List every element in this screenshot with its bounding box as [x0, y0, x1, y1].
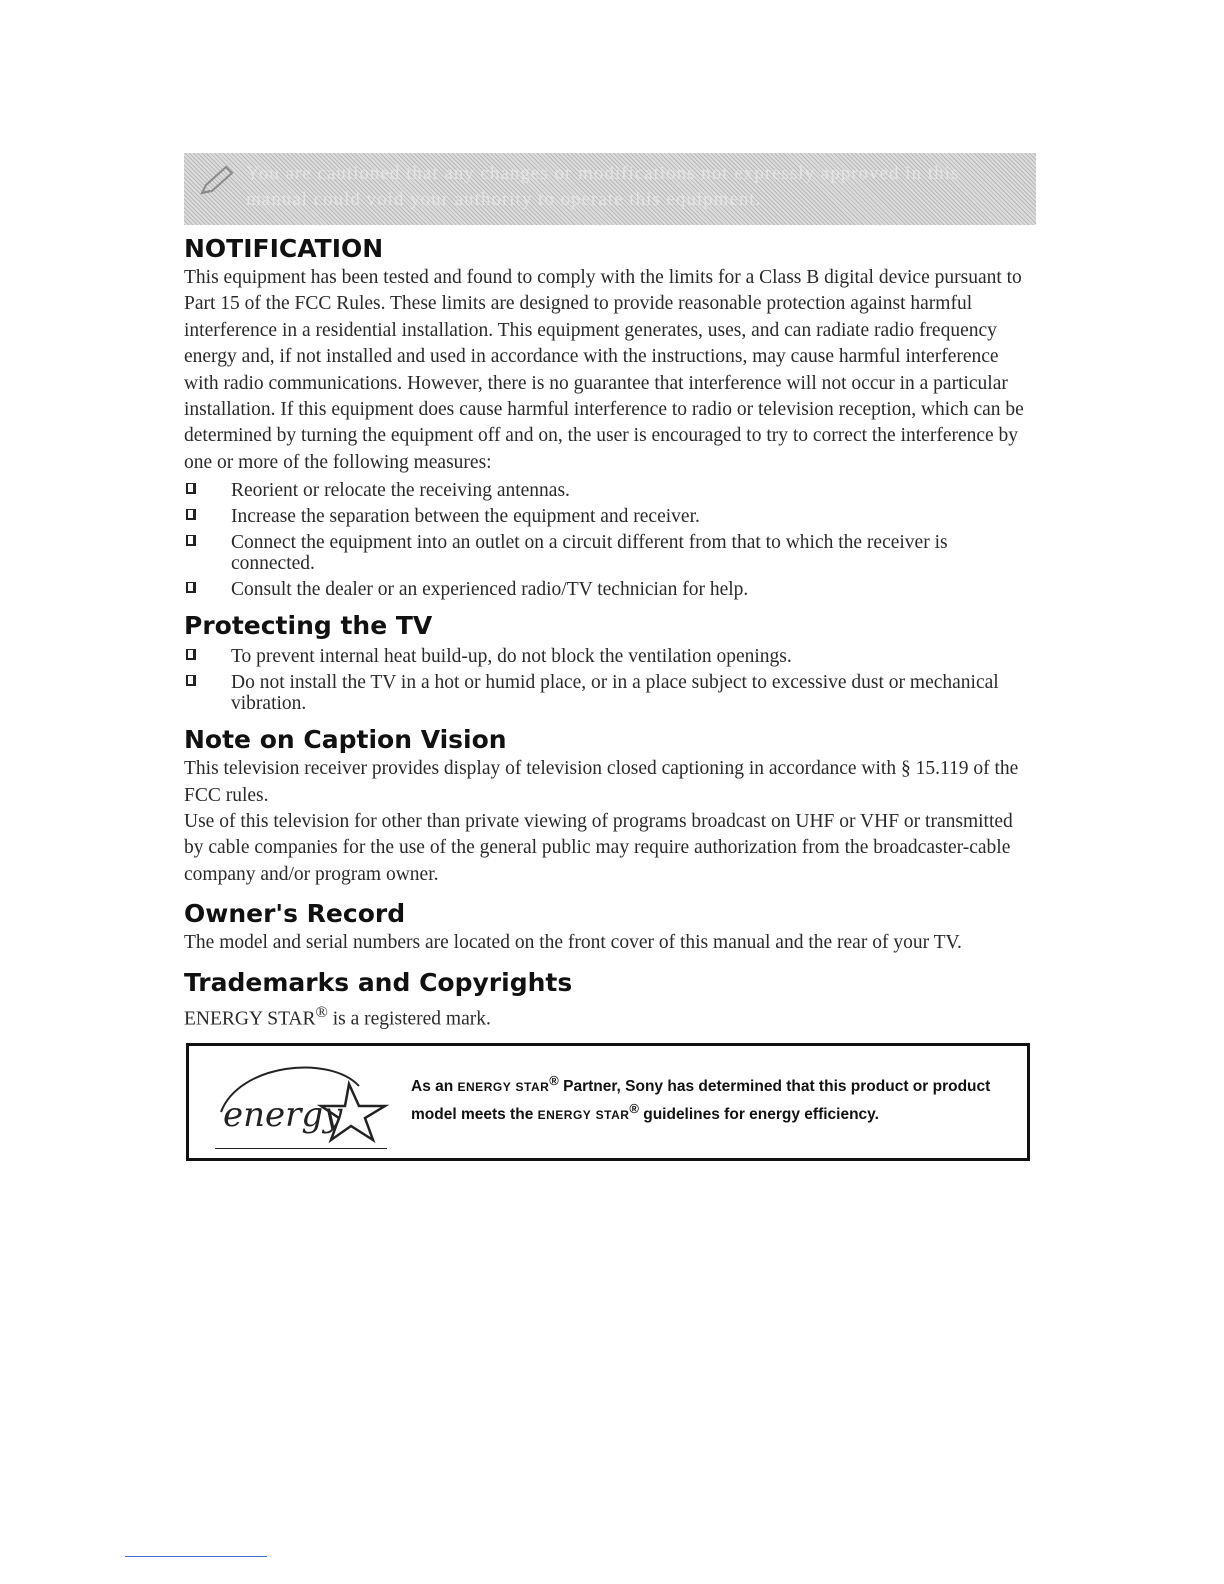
checkbox-icon [186, 675, 196, 686]
list-item-text: Connect the equipment into an outlet on a circuit different from that to which the receiver is connected. [231, 532, 948, 575]
checkbox-icon [186, 483, 196, 494]
checkbox-icon [186, 535, 196, 546]
energy-word: ENERGY [537, 1107, 592, 1122]
list-item-text: Reorient or relocate the receiving antennas. [231, 480, 570, 502]
energy-line-1 [411, 1070, 1011, 1098]
star-word: STAR [595, 1107, 630, 1122]
caption-heading: Note on Caption Vision [184, 725, 507, 755]
footer-rule [125, 1556, 267, 1557]
energy-star-box [186, 1043, 1030, 1161]
trademarks-body [184, 999, 1036, 1033]
list-item [184, 646, 1036, 667]
list-item-text: Consult the dealer or an experienced radio/TV technician for help. [231, 579, 749, 601]
star-word: STAR [515, 1079, 550, 1094]
logo-underline [215, 1148, 387, 1149]
warning-banner [184, 153, 1036, 225]
checkbox-icon [186, 649, 196, 660]
energy-line-1-suffix: Partner, Sony has determined that this product or product [558, 1077, 991, 1095]
list-item-text: To prevent internal heat build-up, do not block the ventilation openings. [231, 646, 792, 668]
energy-word: ENERGY [457, 1079, 512, 1094]
energy-star-name: ENERGY STAR [184, 1008, 316, 1030]
notification-measures-list [184, 480, 1036, 600]
manual-page [184, 153, 1036, 1161]
list-item [184, 506, 1036, 527]
energy-star-logo-icon [209, 1054, 389, 1144]
caption-para-1: This television receiver provides display of television closed captioning in accordance with § 15.119 of the FCC rules. [184, 758, 1019, 806]
owners-record-heading: Owner's Record [184, 899, 406, 929]
pencil-icon [196, 161, 236, 201]
protecting-heading: Protecting the TV [184, 611, 433, 641]
energy-line-2-prefix: model meets the [411, 1105, 538, 1123]
trademarks-heading: Trademarks and Copyrights [184, 967, 573, 997]
energy-star-statement [411, 1070, 1011, 1126]
notification-body: This equipment has been tested and found to comply with the limits for a Class B digital device pursuant to Part 15 of the FCC Rules. These limits are designed to provide reasonable protection against harmful interference in a residential installation. This equipment generates, uses, and can radiate radio frequency energy and, if not installed and used in accordance with the instructions, may cause harmful interference with radio communications. However, there is no guarantee that interference will not occur in a particular installation. If this equipment does cause harmful interference to radio or television reception, which can be determined by turning the equipment off and on, the user is encouraged to try to correct the interference by one or more of the following measures: [184, 267, 1024, 473]
energy-line-2 [411, 1098, 1011, 1126]
list-item [184, 532, 1036, 574]
trademarks-suffix: is a registered mark. [327, 1008, 491, 1030]
registered-mark: ® [549, 1072, 559, 1088]
caption-para-2: Use of this television for other than private viewing of programs broadcast on UHF or VHF or transmitted by cable companies for the use of the general public may require authorization from the broadcaster-cable company and/or program owner. [184, 811, 1013, 885]
warning-text: You are cautioned that any changes or modifications not expressly approved in this manual could void your authority to operate this equipment. [246, 163, 960, 210]
list-item [184, 480, 1036, 501]
registered-mark: ® [315, 1002, 328, 1021]
checkbox-icon [186, 582, 196, 593]
protecting-list [184, 646, 1036, 714]
list-item-text: Do not install the TV in a hot or humid place, or in a place subject to excessive dust or mechanical vibration. [231, 672, 999, 715]
registered-mark: ® [629, 1100, 639, 1116]
list-item [184, 672, 1036, 714]
energy-line-1-prefix: As an [411, 1077, 458, 1095]
owners-record-body: The model and serial numbers are located on the front cover of this manual and the rear of your TV. [184, 932, 962, 954]
checkbox-icon [186, 509, 196, 520]
list-item-text: Increase the separation between the equipment and receiver. [231, 506, 700, 528]
notification-heading: NOTIFICATION [184, 234, 384, 263]
energy-line-2-suffix: guidelines for energy efficiency. [638, 1105, 879, 1123]
energy-logo-word: energy [223, 1094, 343, 1135]
list-item [184, 579, 1036, 600]
